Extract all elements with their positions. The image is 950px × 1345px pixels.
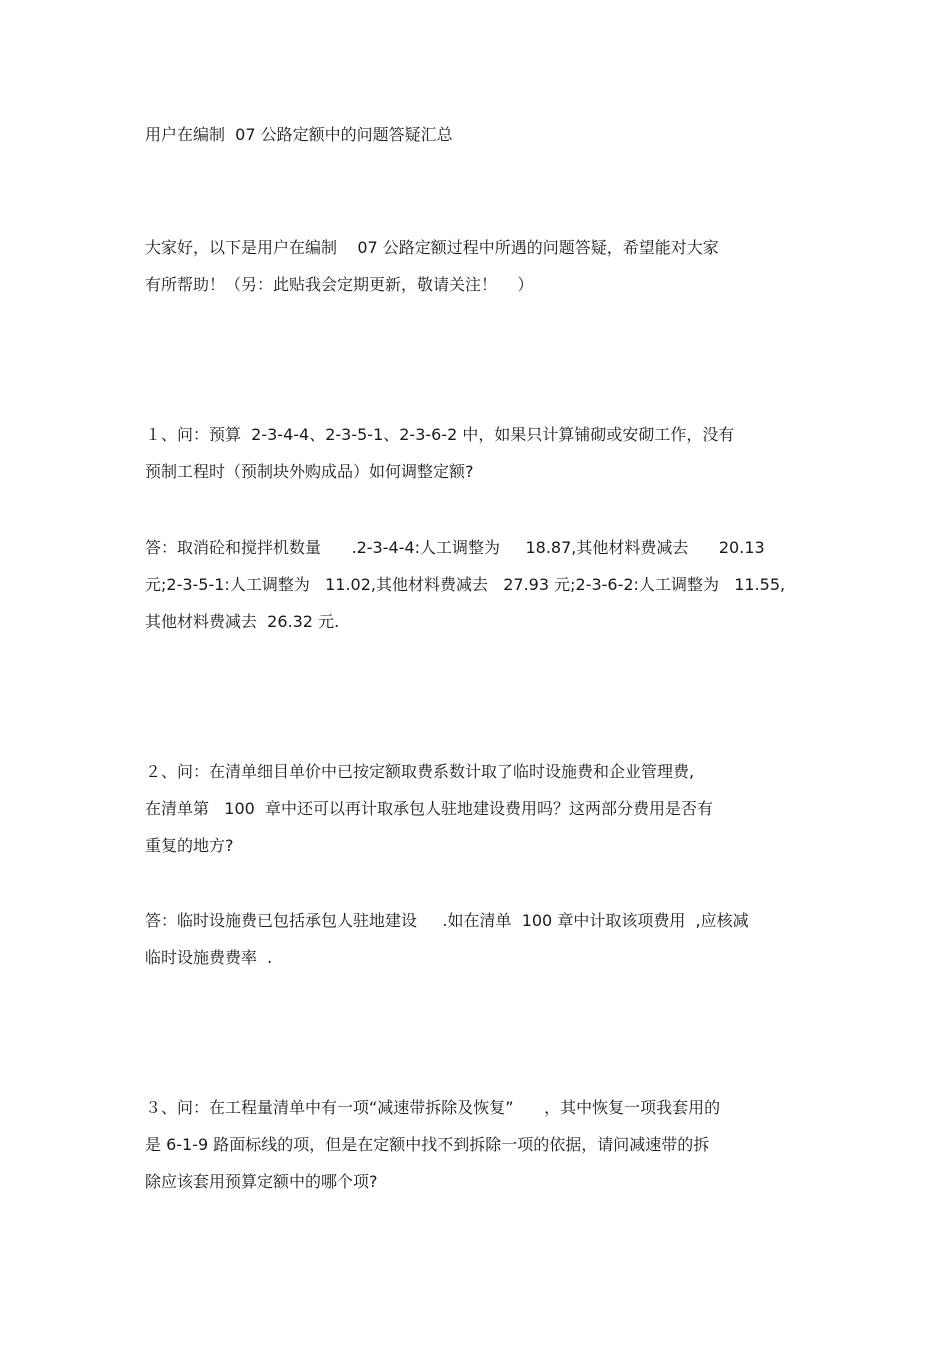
question-1-line-1: １、问：预算 2-3-4-4、2-3-5-1、2-3-6-2 中，如果只计算铺砌或安砌工作，没有 [145, 425, 735, 444]
answer-1-line-3: 其他材料费减去 26.32 元. [145, 612, 340, 631]
question-3-line-1: ３、问：在工程量清单中有一项“减速带拆除及恢复” ，其中恢复一项我套用的 [145, 1098, 721, 1117]
answer-2-line-2: 临时设施费费率 . [145, 948, 273, 967]
question-2-line-2: 在清单第 100 章中还可以再计取承包人驻地建设费用吗？这两部分费用是否有 [145, 799, 713, 818]
answer-2-line-1: 答：临时设施费已包括承包人驻地建设 .如在清单 100 章中计取该项费用 ,应核减 [145, 911, 749, 930]
intro-line-2: 有所帮助！（另：此贴我会定期更新，敬请关注！ ） [145, 275, 534, 294]
question-2-line-1: ２、问：在清单细目单价中已按定额取费系数计取了临时设施费和企业管理费, [145, 762, 695, 781]
question-1-line-2: 预制工程时（预制块外购成品）如何调整定额? [145, 462, 474, 481]
question-3-line-3: 除应该套用预算定额中的哪个项? [145, 1172, 378, 1191]
answer-1-line-1: 答：取消砼和搅拌机数量 .2-3-4-4:人工调整为 18.87,其他材料费减去 20.13 [145, 538, 765, 557]
intro-line-1: 大家好，以下是用户在编制 07 公路定额过程中所遇的问题答疑，希望能对大家 [145, 238, 719, 257]
document-title: 用户在编制 07 公路定额中的问题答疑汇总 [145, 125, 453, 144]
answer-1-line-2: 元;2-3-5-1:人工调整为 11.02,其他材料费减去 27.93 元;2-3-6-2:人工调整为 11.55, [145, 575, 786, 594]
question-2-line-3: 重复的地方? [145, 836, 234, 855]
question-3-line-2: 是 6-1-9 路面标线的项，但是在定额中找不到拆除一项的依据，请问减速带的拆 [145, 1135, 710, 1154]
